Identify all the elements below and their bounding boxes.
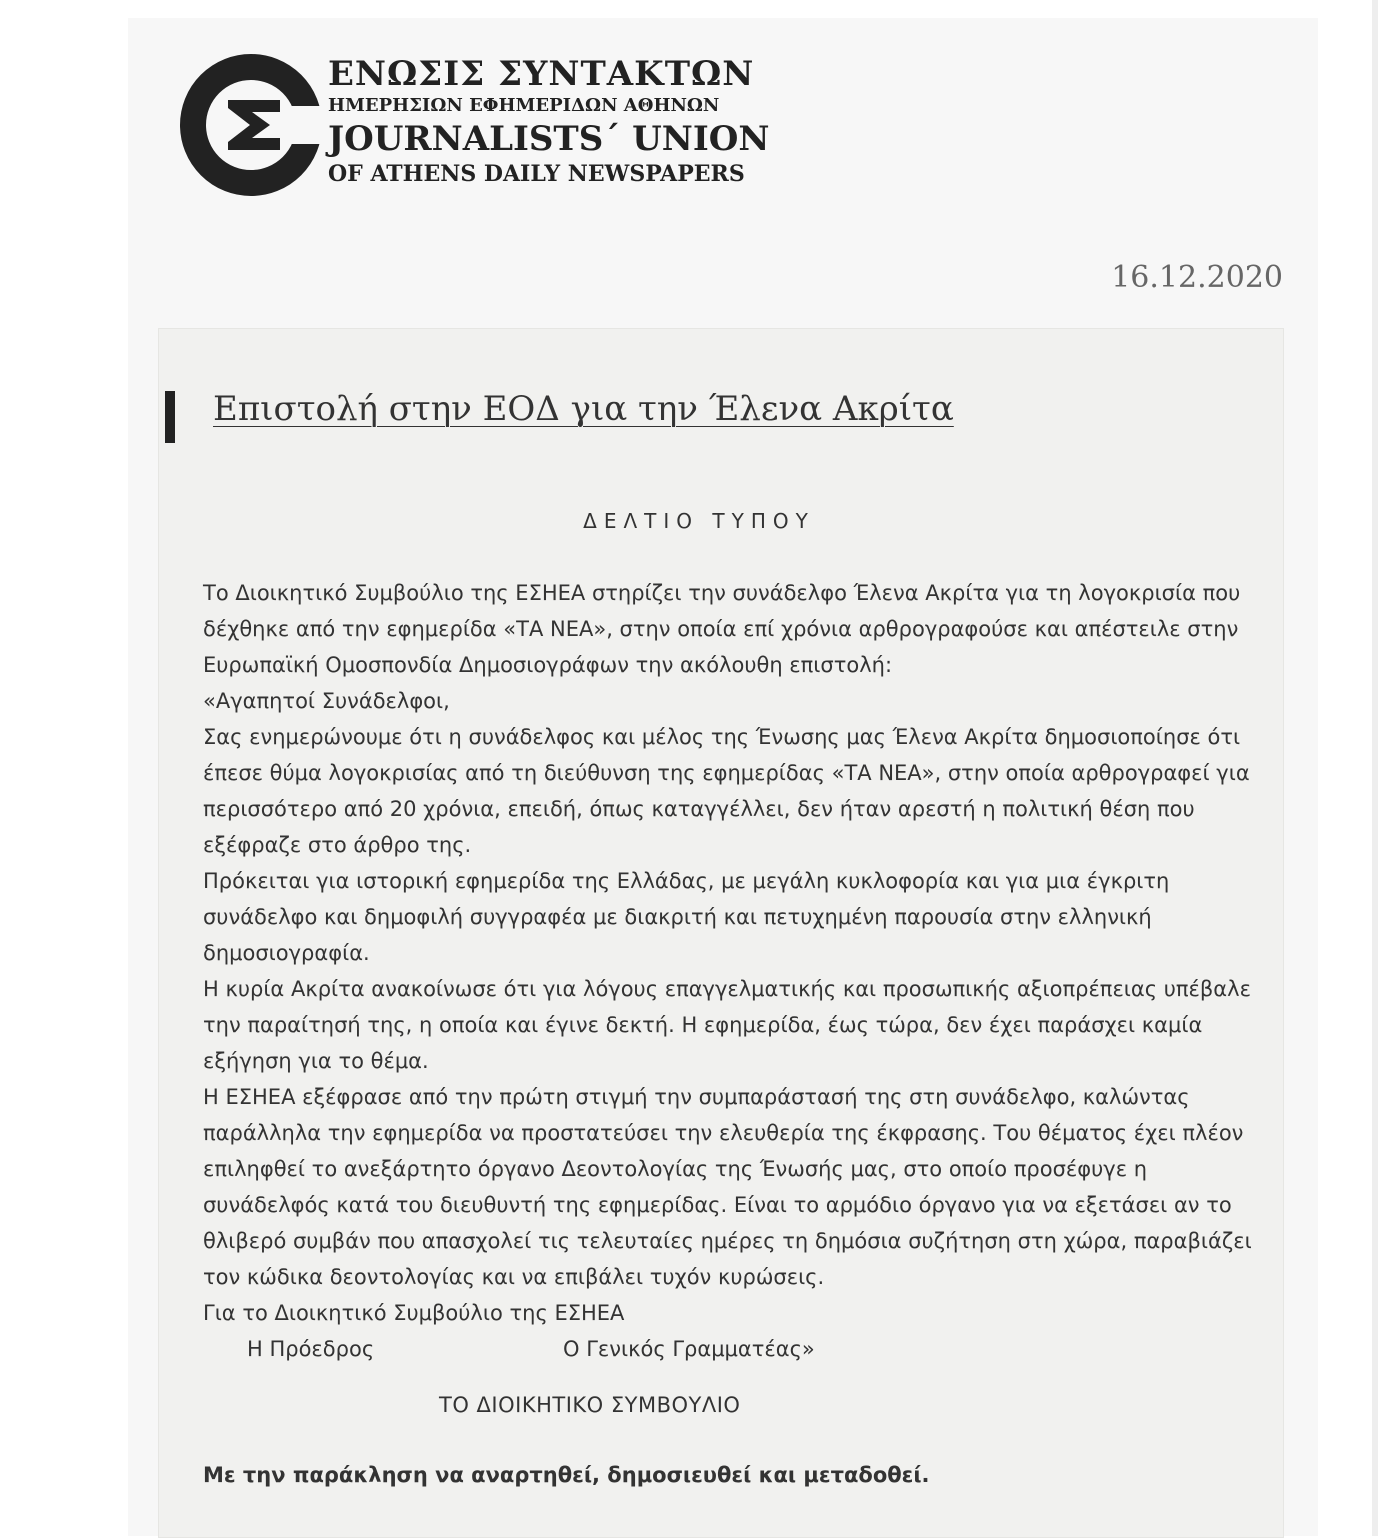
title-accent-bar xyxy=(165,391,175,443)
paragraph: Το Διοικητικό Συμβούλιο της ΕΣΗΕΑ στηρίζει την συνάδελφο Έλενα Ακρίτα για τη λογοκρισία που δέχθηκε από την εφημερίδα «ΤΑ ΝΕΑ», στην οποία επί χρόνια αρθρογραφούσε και απέστειλε στην Ευρωπαϊκή Ομοσπονδία Δημοσιογράφων την ακόλουθη επιστολή: xyxy=(203,581,1241,677)
sigma-logo-icon xyxy=(176,50,326,200)
signature-president: Η Πρόεδρος xyxy=(247,1337,375,1361)
logo-line-2: ΗΜΕΡΗΣΙΩΝ ΕΦΗΜΕΡΙΔΩΝ ΑΘΗΝΩΝ xyxy=(328,95,720,116)
scrollbar-track xyxy=(1372,0,1378,1536)
logo-line-1: ΕΝΩΣΙΣ ΣΥΝΤΑΚΤΩΝ xyxy=(328,54,755,94)
paragraph: Για το Διοικητικό Συμβούλιο της ΕΣΗΕΑ xyxy=(203,1301,625,1325)
board-signoff: ΤΟ ΔΙΟΙΚΗΤΙΚΟ ΣΥΜΒΟΥΛΙΟ xyxy=(439,1393,741,1417)
logo-line-3: JOURNALISTS´ UNION xyxy=(328,119,770,159)
signature-row xyxy=(203,1331,1253,1367)
paragraph: «Αγαπητοί Συνάδελφοι, xyxy=(203,689,450,713)
publication-date: 16.12.2020 xyxy=(1111,260,1283,295)
union-logo xyxy=(176,50,770,200)
logo-wordmark xyxy=(328,54,770,188)
article-body xyxy=(203,575,1253,1367)
signature-secretary: Ο Γενικός Γραμματέας» xyxy=(563,1337,815,1361)
paragraph: Σας ενημερώνουμε ότι η συνάδελφος και μέλος της Ένωσης μας Έλενα Ακρίτα δημοσιοποίησε ότι έπεσε θύμα λογοκρισίας από τη διεύθυνση της εφημερίδας «ΤΑ ΝΕΑ», στην οποία αρθρογραφεί για περισσότερο από 20 χρόνια, επειδή, όπως καταγγέλλει, δεν ήταν αρεστή η πολιτική θέση που εξέφραζε στο άρθρο της. xyxy=(203,725,1250,857)
article-card xyxy=(158,328,1284,1538)
paragraph: Πρόκειται για ιστορική εφημερίδα της Ελλάδας, με μεγάλη κυκλοφορία και για μια έγκριτη συνάδελφο και δημοφιλή συγγραφέα με διακριτή και πετυχημένη παρουσία στην ελληνική δημοσιογραφία. xyxy=(203,869,1170,965)
closing-request: Με την παράκληση να αναρτηθεί, δημοσιευθεί και μεταδοθεί. xyxy=(203,1463,930,1487)
article-title-link[interactable]: Επιστολή στην ΕΟΔ για την Έλενα Ακρίτα xyxy=(213,389,954,429)
paragraph: Η κυρία Ακρίτα ανακοίνωσε ότι για λόγους επαγγελματικής και προσωπικής αξιοπρέπειας υπέβαλε την παραίτησή της, η οποία και έγινε δεκτή. Η εφημερίδα, έως τώρα, δεν έχει παράσχει καμία εξήγηση για το θέμα. xyxy=(203,977,1251,1073)
press-release-label: ΔΕΛΤΙΟ ΤΥΠΟΥ xyxy=(583,509,815,533)
logo-line-4: OF ATHENS DAILY NEWSPAPERS xyxy=(328,161,745,187)
document-page xyxy=(128,18,1318,1536)
paragraph: Η ΕΣΗΕΑ εξέφρασε από την πρώτη στιγμή την συμπαράστασή της στη συνάδελφο, καλώντας παράλληλα την εφημερίδα να προστατεύσει την ελευθερία της έκφρασης. Του θέματος έχει πλέον επιληφθεί το ανεξάρτητο όργανο Δεοντολογίας της Ένωσής μας, στο οποίο προσέφυγε η συνάδελφός κατά του διευθυντή της εφημερίδας. Είναι το αρμόδιο όργανο για να εξετάσει αν το θλιβερό συμβάν που απασχολεί τις τελευταίες ημέρες τη δημόσια συζήτηση στη χώρα, παραβιάζει τον κώδικα δεοντολογίας και να επιβάλει τυχόν κυρώσεις. xyxy=(203,1085,1252,1289)
